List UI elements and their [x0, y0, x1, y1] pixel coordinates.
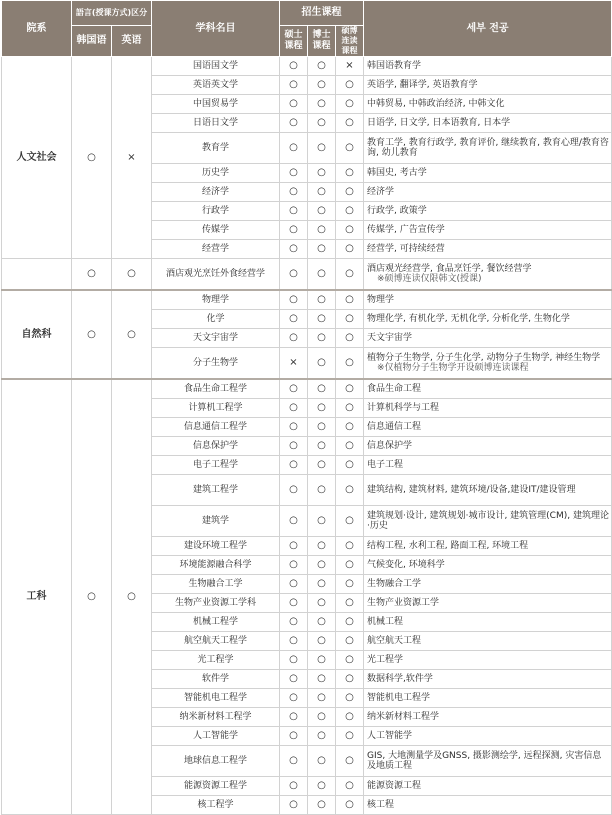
table-row: [2, 290, 612, 310]
doctor-mark: ○: [308, 290, 336, 310]
detail-cell: [364, 651, 612, 670]
integrated-mark: ×: [336, 57, 364, 76]
detail-cell: [364, 348, 612, 380]
detail-cell: [364, 399, 612, 418]
doctor-mark: ○: [308, 76, 336, 95]
dept-cell: 工科: [2, 379, 72, 815]
detail-cell: [364, 57, 612, 76]
detail-text: 韩国语教育学: [367, 61, 422, 71]
master-mark: ○: [280, 57, 308, 76]
master-mark: ○: [280, 670, 308, 689]
master-mark: ○: [280, 202, 308, 221]
master-mark: ○: [280, 259, 308, 291]
major-name: 物理学: [152, 290, 280, 310]
header-integrated: 硕博连读课程: [336, 26, 364, 57]
doctor-mark: ○: [308, 796, 336, 815]
integrated-mark: ○: [336, 399, 364, 418]
integrated-mark: ○: [336, 632, 364, 651]
korean-mark: ○: [72, 290, 112, 379]
detail-text: 天文宇宙学: [367, 333, 413, 343]
detail-cell: [364, 556, 612, 575]
major-name: 经营学: [152, 240, 280, 259]
detail-text: 中韩贸易, 中韩政治经济, 中韩文化: [367, 99, 505, 109]
master-mark: ○: [280, 221, 308, 240]
integrated-mark: ○: [336, 221, 364, 240]
major-name: 化学: [152, 310, 280, 329]
doctor-mark: ○: [308, 613, 336, 632]
header-dept: 院系: [2, 1, 72, 57]
integrated-mark: ○: [336, 133, 364, 164]
english-mark: ○: [112, 379, 152, 815]
major-name: 电子工程学: [152, 456, 280, 475]
detail-cell: [364, 379, 612, 399]
major-name: 智能机电工程学: [152, 689, 280, 708]
doctor-mark: ○: [308, 399, 336, 418]
detail-cell: [364, 202, 612, 221]
detail-cell: [364, 183, 612, 202]
doctor-mark: ○: [308, 437, 336, 456]
major-name: 生物产业资源工学科: [152, 594, 280, 613]
major-name: 光工程学: [152, 651, 280, 670]
korean-mark: ○: [72, 57, 112, 259]
integrated-mark: ○: [336, 613, 364, 632]
doctor-mark: ○: [308, 310, 336, 329]
major-name: 信息保护学: [152, 437, 280, 456]
detail-cell: [364, 310, 612, 329]
major-name: 软件学: [152, 670, 280, 689]
master-mark: ○: [280, 708, 308, 727]
master-mark: ○: [280, 556, 308, 575]
major-name: 计算机工程学: [152, 399, 280, 418]
major-name: 天文宇宙学: [152, 329, 280, 348]
major-name: 人工智能学: [152, 727, 280, 746]
integrated-mark: ○: [336, 114, 364, 133]
detail-text: 信息通信工程: [367, 422, 422, 432]
detail-text: 日语学, 日文学, 日本语教育, 日本学: [367, 118, 511, 128]
integrated-mark: ○: [336, 418, 364, 437]
detail-text: 英语学, 翻译学, 英语教育学: [367, 80, 478, 90]
detail-cell: [364, 290, 612, 310]
doctor-mark: ○: [308, 114, 336, 133]
detail-text: 气候变化, 环境科学: [367, 560, 445, 570]
integrated-mark: ○: [336, 348, 364, 380]
english-mark: ×: [112, 57, 152, 259]
doctor-mark: ○: [308, 632, 336, 651]
doctor-mark: ○: [308, 133, 336, 164]
detail-cell: [364, 575, 612, 594]
master-mark: ○: [280, 777, 308, 796]
header-master: 硕士课程: [280, 26, 308, 57]
major-name: 建筑工程学: [152, 475, 280, 506]
master-mark: ○: [280, 183, 308, 202]
detail-text: 光工程学: [367, 655, 404, 665]
master-mark: ○: [280, 594, 308, 613]
major-name: 机械工程学: [152, 613, 280, 632]
table-row: [2, 379, 612, 399]
detail-cell: [364, 456, 612, 475]
detail-cell: [364, 708, 612, 727]
header-major: 学科名目: [152, 1, 280, 57]
doctor-mark: ○: [308, 164, 336, 183]
detail-text: 能源资源工程: [367, 781, 422, 791]
integrated-mark: ○: [336, 202, 364, 221]
master-mark: ○: [280, 95, 308, 114]
detail-cell: [364, 164, 612, 183]
doctor-mark: ○: [308, 57, 336, 76]
doctor-mark: ○: [308, 379, 336, 399]
detail-note: ※硕博连读仅限韩文(授课): [377, 274, 482, 284]
detail-text: 建筑规划·设计, 建筑规划·城市设计, 建筑管理(CM), 建筑理论·历史: [367, 511, 609, 531]
detail-text: 信息保护学: [367, 441, 413, 451]
detail-cell: [364, 221, 612, 240]
integrated-mark: ○: [336, 379, 364, 399]
detail-cell: [364, 689, 612, 708]
korean-mark: ○: [72, 379, 112, 815]
major-name: 教育学: [152, 133, 280, 164]
detail-text: 行政学, 政策学: [367, 206, 427, 216]
detail-cell: [364, 796, 612, 815]
detail-text: 物理化学, 有机化学, 无机化学, 分析化学, 生物化学: [367, 314, 570, 324]
detail-cell: [364, 259, 612, 291]
detail-cell: [364, 418, 612, 437]
detail-text: 机械工程: [367, 617, 404, 627]
doctor-mark: ○: [308, 456, 336, 475]
header-language-group: 語言(授课方式)区分: [72, 1, 152, 26]
doctor-mark: ○: [308, 348, 336, 380]
detail-cell: [364, 95, 612, 114]
integrated-mark: ○: [336, 475, 364, 506]
master-mark: ○: [280, 727, 308, 746]
detail-cell: [364, 76, 612, 95]
table-row: [2, 57, 612, 76]
doctor-mark: ○: [308, 221, 336, 240]
integrated-mark: ○: [336, 240, 364, 259]
major-name: 环境能源融合科学: [152, 556, 280, 575]
detail-text: 核工程: [367, 800, 395, 810]
integrated-mark: ○: [336, 556, 364, 575]
master-mark: ○: [280, 537, 308, 556]
major-name: 航空航天工程学: [152, 632, 280, 651]
detail-text: 植物分子生物学, 分子生化学, 动物分子生物学, 神经生物学: [367, 353, 601, 363]
master-mark: ×: [280, 348, 308, 380]
doctor-mark: ○: [308, 418, 336, 437]
doctor-mark: ○: [308, 259, 336, 291]
detail-cell: [364, 632, 612, 651]
integrated-mark: ○: [336, 746, 364, 777]
major-name: 分子生物学: [152, 348, 280, 380]
detail-text: 物理学: [367, 295, 395, 305]
detail-cell: [364, 133, 612, 164]
detail-cell: [364, 594, 612, 613]
detail-cell: [364, 329, 612, 348]
header-detail: 세부 전공: [364, 1, 612, 57]
doctor-mark: ○: [308, 708, 336, 727]
master-mark: ○: [280, 329, 308, 348]
doctor-mark: ○: [308, 746, 336, 777]
master-mark: ○: [280, 379, 308, 399]
master-mark: ○: [280, 475, 308, 506]
integrated-mark: ○: [336, 777, 364, 796]
master-mark: ○: [280, 290, 308, 310]
detail-text: 韩国史, 考古学: [367, 168, 427, 178]
integrated-mark: ○: [336, 183, 364, 202]
detail-text: 智能机电工程学: [367, 693, 431, 703]
detail-cell: [364, 537, 612, 556]
master-mark: ○: [280, 133, 308, 164]
detail-cell: [364, 746, 612, 777]
detail-text: 人工智能学: [367, 731, 413, 741]
integrated-mark: ○: [336, 76, 364, 95]
master-mark: ○: [280, 164, 308, 183]
detail-cell: [364, 437, 612, 456]
integrated-mark: ○: [336, 575, 364, 594]
master-mark: ○: [280, 796, 308, 815]
major-name: 日语日文学: [152, 114, 280, 133]
integrated-mark: ○: [336, 290, 364, 310]
detail-cell: [364, 670, 612, 689]
detail-text: 经营学, 可持续经营: [367, 244, 445, 254]
major-name: 能源资源工程学: [152, 777, 280, 796]
major-name: 建设环境工程学: [152, 537, 280, 556]
doctor-mark: ○: [308, 506, 336, 537]
korean-mark: ○: [72, 259, 112, 291]
detail-cell: [364, 240, 612, 259]
detail-text: 计算机科学与工程: [367, 403, 440, 413]
detail-text: 酒店观光经营学, 食品烹饪学, 餐饮经营学: [367, 264, 532, 274]
detail-text: 生物产业资源工学: [367, 598, 440, 608]
integrated-mark: ○: [336, 651, 364, 670]
major-name: 信息通信工程学: [152, 418, 280, 437]
integrated-mark: ○: [336, 727, 364, 746]
detail-cell: [364, 777, 612, 796]
master-mark: ○: [280, 613, 308, 632]
major-name: 纳米新材料工程学: [152, 708, 280, 727]
detail-text: 数据科学,软件学: [367, 674, 433, 684]
detail-text: 经济学: [367, 187, 395, 197]
major-name: 历史学: [152, 164, 280, 183]
detail-text: 传媒学, 广告宣传学: [367, 225, 445, 235]
master-mark: ○: [280, 506, 308, 537]
detail-text: 生物融合工学: [367, 579, 422, 589]
doctor-mark: ○: [308, 475, 336, 506]
detail-text: 教育工学, 教育行政学, 教育评价, 继续教育, 教育心理/教育咨询, 幼儿教育: [367, 138, 609, 158]
integrated-mark: ○: [336, 708, 364, 727]
dept-cell-empty: [2, 259, 72, 291]
doctor-mark: ○: [308, 777, 336, 796]
integrated-mark: ○: [336, 506, 364, 537]
table-body: [2, 57, 612, 815]
doctor-mark: ○: [308, 727, 336, 746]
major-name: 国语国文学: [152, 57, 280, 76]
master-mark: ○: [280, 399, 308, 418]
table-row: [2, 259, 612, 291]
dept-cell: 人文社会: [2, 57, 72, 259]
integrated-mark: ○: [336, 689, 364, 708]
major-name: 核工程学: [152, 796, 280, 815]
doctor-mark: ○: [308, 202, 336, 221]
detail-cell: [364, 727, 612, 746]
major-name: 行政学: [152, 202, 280, 221]
master-mark: ○: [280, 310, 308, 329]
detail-cell: [364, 475, 612, 506]
english-mark: ○: [112, 290, 152, 379]
major-name: 食品生命工程学: [152, 379, 280, 399]
detail-note: ※仅植物分子生物学开设硕博连读课程: [377, 363, 529, 373]
major-name: 英语英文学: [152, 76, 280, 95]
integrated-mark: ○: [336, 164, 364, 183]
dept-cell: 自然科: [2, 290, 72, 379]
detail-text: 航空航天工程: [367, 636, 422, 646]
master-mark: ○: [280, 114, 308, 133]
master-mark: ○: [280, 689, 308, 708]
doctor-mark: ○: [308, 329, 336, 348]
doctor-mark: ○: [308, 537, 336, 556]
header-admission: 招生课程: [280, 1, 364, 26]
master-mark: ○: [280, 76, 308, 95]
integrated-mark: ○: [336, 95, 364, 114]
doctor-mark: ○: [308, 240, 336, 259]
master-mark: ○: [280, 418, 308, 437]
doctor-mark: ○: [308, 651, 336, 670]
doctor-mark: ○: [308, 183, 336, 202]
doctor-mark: ○: [308, 95, 336, 114]
doctor-mark: ○: [308, 556, 336, 575]
integrated-mark: ○: [336, 437, 364, 456]
integrated-mark: ○: [336, 594, 364, 613]
detail-text: 结构工程, 水利工程, 路面工程, 环境工程: [367, 541, 529, 551]
header-korean: 韩国语: [72, 26, 112, 57]
master-mark: ○: [280, 632, 308, 651]
header-english: 英语: [112, 26, 152, 57]
integrated-mark: ○: [336, 456, 364, 475]
integrated-mark: ○: [336, 259, 364, 291]
master-mark: ○: [280, 437, 308, 456]
integrated-mark: ○: [336, 329, 364, 348]
major-name: 地球信息工程学: [152, 746, 280, 777]
detail-text: 电子工程: [367, 460, 404, 470]
master-mark: ○: [280, 575, 308, 594]
doctor-mark: ○: [308, 575, 336, 594]
doctor-mark: ○: [308, 689, 336, 708]
doctor-mark: ○: [308, 594, 336, 613]
major-name: 酒店观光烹饪外食经营学: [152, 259, 280, 291]
master-mark: ○: [280, 746, 308, 777]
english-mark: ○: [112, 259, 152, 291]
integrated-mark: ○: [336, 310, 364, 329]
detail-text: 食品生命工程: [367, 384, 422, 394]
master-mark: ○: [280, 240, 308, 259]
detail-cell: [364, 613, 612, 632]
header-doctor: 博士课程: [308, 26, 336, 57]
detail-text: GIS, 大地测量学及GNSS, 摄影测绘学, 远程探测, 灾害信息及地质工程: [367, 751, 602, 771]
integrated-mark: ○: [336, 796, 364, 815]
detail-text: 建筑结构, 建筑材料, 建筑环境/设备,建设IT/建设管理: [367, 485, 576, 495]
programs-table: [1, 0, 612, 815]
integrated-mark: ○: [336, 537, 364, 556]
integrated-mark: ○: [336, 670, 364, 689]
detail-cell: [364, 114, 612, 133]
master-mark: ○: [280, 651, 308, 670]
major-name: 生物融合工学: [152, 575, 280, 594]
major-name: 传媒学: [152, 221, 280, 240]
detail-cell: [364, 506, 612, 537]
major-name: 经济学: [152, 183, 280, 202]
master-mark: ○: [280, 456, 308, 475]
detail-text: 纳米新材料工程学: [367, 712, 440, 722]
major-name: 建筑学: [152, 506, 280, 537]
doctor-mark: ○: [308, 670, 336, 689]
major-name: 中国贸易学: [152, 95, 280, 114]
